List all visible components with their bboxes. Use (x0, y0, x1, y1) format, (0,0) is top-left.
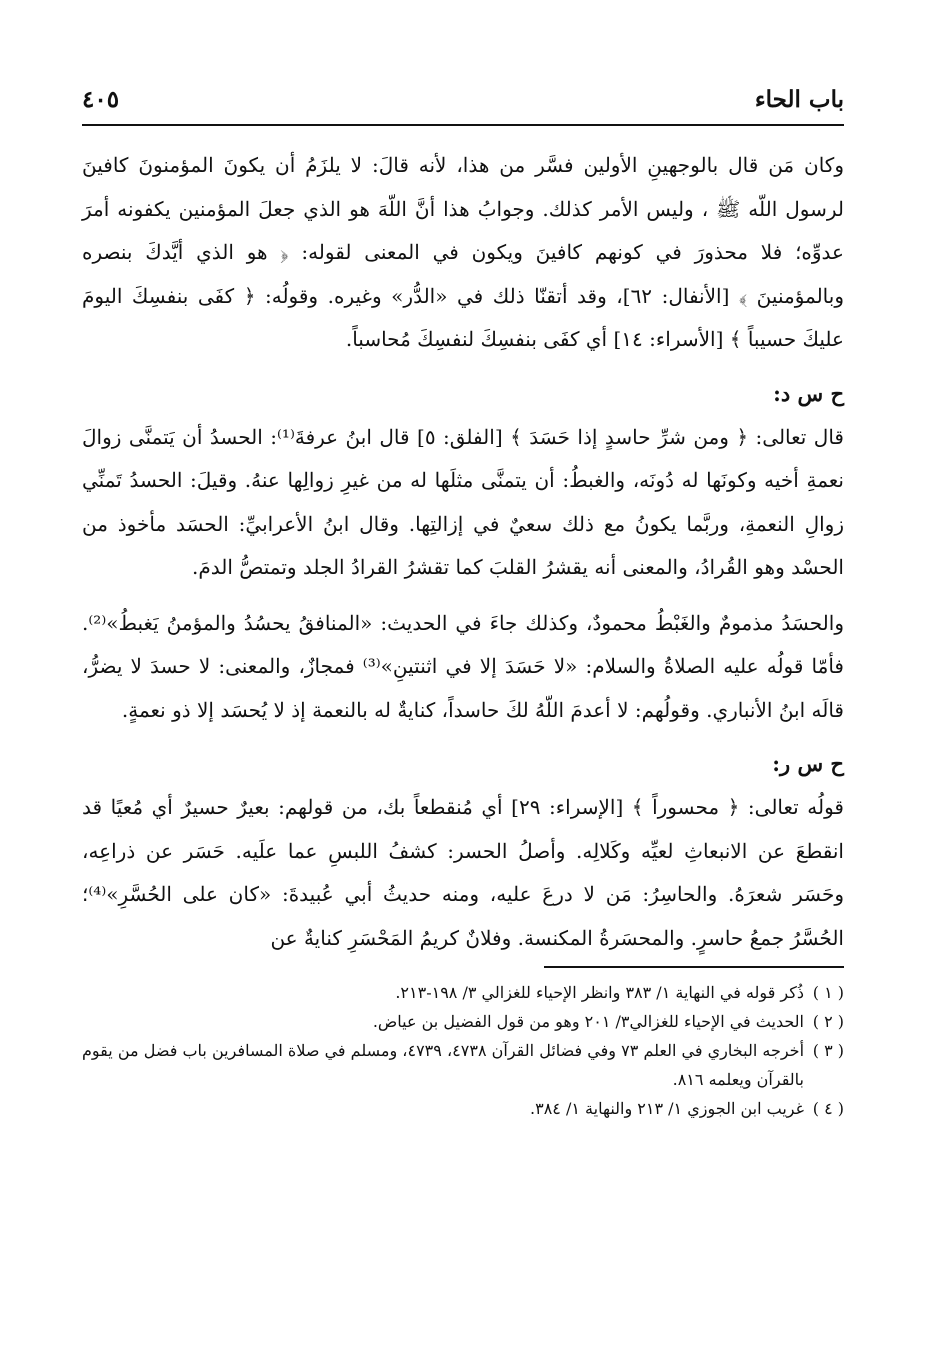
footnote-number: ( ٣ ) (812, 1041, 844, 1060)
footnote (82, 1094, 844, 1123)
running-head: باب الحاء (754, 86, 844, 113)
footnote-text: أخرجه البخاري في العلم ٧٣ وفي فضائل القرآن ٤٧٣٨، ٤٧٣٩، ومسلم في صلاة المسافرين باب فضل من يقوم بالقرآن ويعلمه ٨١٦. (82, 1041, 805, 1089)
footnote-separator (82, 966, 844, 968)
footnotes (82, 978, 844, 1123)
page-header (82, 80, 844, 126)
footnote-text: الحديث في الإحياء للغزالي٣/ ٢٠١ وهو من قول الفضيل بن عياض. (372, 1012, 804, 1031)
entry-heading: ح س ر: (772, 751, 844, 776)
entry-paragraph: قولُه تعالى: ﴿ محسوراً ﴾ [الإسراء: ٢٩] أي مُنقطعاً بك، من قولهم: بعيرٌ حسيرٌ أي مُعيًا قد انقطعَ عن الانبعاثِ لعيِّه وكَلالِه. وأصلُ الحسر: كشفُ اللبسِ عما علَيه. حَسَر عن ذراعِه، وحَسَر شعرَهُ. والحاسِرُ: مَن لا درعَ عليه، ومنه حديثُ أبي عُبيدةَ: «كان على الحُسَّرِ»⁽⁴⁾؛ الحُسَّرُ جمعُ حاسرٍ. والمحسَرةُ المكنسة. وفلانٌ كريمُ المَحْسَرِ كنايةٌ عن (82, 795, 844, 950)
entry-paragraph: والحسَدُ مذمومٌ والغَبْطُ محمودٌ، وكذلك جاءَ في الحديث: «المنافقُ يحسُدُ والمؤمنُ يَغبطُ»⁽²⁾. فأمّا قولُه عليه الصلاةُ والسلام: «لا حَسَدَ إلا في اثنتينِ»⁽³⁾ فمجازٌ، والمعنى: لا حسدَ لا يضرُّ، قالَه ابنُ الأنباري. وقولُهم: لا أعدمَ اللّهُ لكَ حاسداً، كنايةٌ له بالنعمة إذ لا يُحسَد إلا ذو نعمةٍ. (82, 610, 844, 722)
footnote-rule (544, 966, 844, 968)
footnote (82, 1036, 844, 1094)
entry-hsd (82, 372, 844, 733)
footnote (82, 978, 844, 1007)
entry-hsr (82, 742, 844, 960)
footnote-number: ( ١ ) (812, 983, 844, 1002)
footnote (82, 1007, 844, 1036)
intro-paragraph: وكان مَن قال بالوجهينِ الأولين فسَّر من هذا، لأنه قالَ: لا يلزَمُ أن يكونَ المؤمنونَ كافينَ لرسول اللّه ﷺ ، وليس الأمر كذلك. وجوابُ هذا أنَّ اللّهَ هو الذي جعلَ المؤمنين يكفونه أمرَ عدوِّه؛ فلا محذورَ في كونهم كافينَ ويكون في المعنى لقوله: ﴿ هو الذي أيَّدكَ بنصره وبالمؤمنينَ ﴾ [الأنفال: ٦٢]، وقد أتقنّا ذلك في «الدُّر» وغيره. وقولُه: ﴿ كفَى بنفسِكَ اليومَ عليكَ حسيباً ﴾ [الأسراء: ١٤] أي كفَى بنفسِكَ لنفسِكَ مُحاسباً. (82, 153, 844, 351)
entry-paragraph: قال تعالى: ﴿ ومن شرِّ حاسدٍ إذا حَسَدَ ﴾ [الفلق: ٥] قال ابنُ عرفةَ⁽¹⁾: الحسدُ أن يَتمنَّى زوالَ نعمةِ أخيه وكونَها له دُونَه، والغبطُ: أن يتمنَّى مثلَها له من غيرِ زوالِها عنهُ. وقيلَ: الحسدُ تَمنِّي زوالِ النعمةِ، وربَّما يكونُ مع ذلك سعيٌ في إزالتِها. وقال ابنُ الأعرابيِّ: الحسَد مأخوذ من الحسْد وهو القُرادُ، والمعنى أنه يقشرُ القلبَ كما تقشرُ القرادُ الجلد وتمتصُّ الدمَ. (82, 424, 844, 579)
entry-heading: ح س د: (773, 380, 844, 406)
footnote-number: ( ٤ ) (812, 1099, 844, 1118)
footnote-text: غريب ابن الجوزي ١/ ٢١٣ والنهاية ١/ ٣٨٤. (530, 1099, 804, 1118)
page-number: ٤٠٥ (82, 86, 120, 113)
footnote-text: ذُكر قوله في النهاية ١/ ٣٨٣ وانظر الإحياء للغزالي ٣/ ١٩٨-٢١٣. (395, 983, 804, 1002)
footnote-number: ( ٢ ) (812, 1012, 844, 1031)
